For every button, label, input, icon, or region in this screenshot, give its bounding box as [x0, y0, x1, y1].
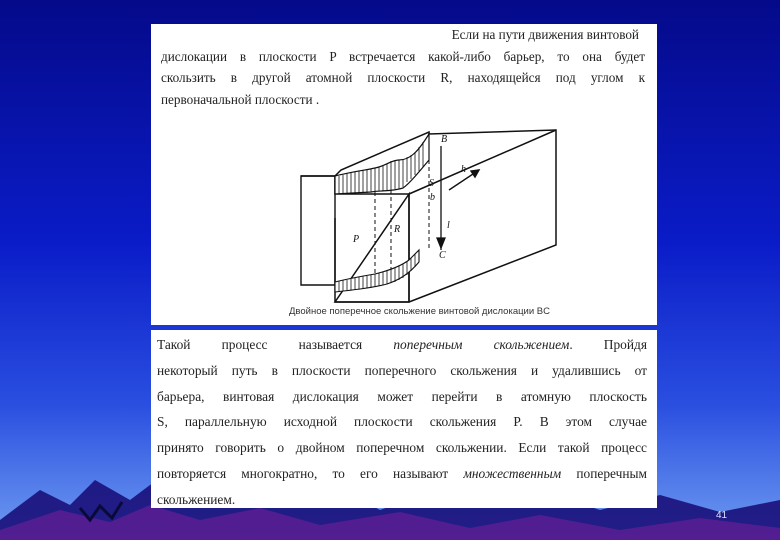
label-R: R [394, 224, 401, 235]
slip-band-top [335, 134, 429, 194]
bottom-line-6 [157, 461, 647, 487]
label-B: B [441, 134, 448, 145]
slip-band-bottom [335, 250, 419, 292]
top-paragraph [161, 24, 645, 110]
line1-text-a: Такой процесс называется [157, 337, 394, 352]
page-number: 41 [716, 510, 728, 521]
cross-slip-diagram [291, 110, 561, 305]
top-line-1: Если на пути движения винтовой [451, 27, 639, 42]
label-l: l [447, 220, 450, 231]
bottom-line-1 [157, 332, 647, 358]
top-line-4: первоначальной плоскости . [161, 91, 320, 107]
label-b: b [430, 192, 435, 203]
left-block [301, 176, 335, 285]
label-C: C [439, 250, 446, 261]
label-P: P [353, 234, 360, 245]
bottom-line-4: S, параллельную исходной плоскости скольжения P. В этом случае [157, 414, 647, 430]
label-S: S [429, 178, 434, 189]
bottom-paragraph [157, 332, 647, 513]
term-multiple: множественным [463, 465, 562, 481]
term-cross-slip: поперечным скольжением [393, 337, 570, 352]
dislocation-line [437, 146, 445, 250]
top-text-panel [151, 24, 657, 325]
label-h: h [461, 164, 466, 175]
line6-text-b: поперечным [561, 465, 647, 481]
line6-text-a: повторяется многократно, то его называют [157, 465, 464, 481]
top-line-2: дислокации в плоскости P встречается какой-либо барьер, то она будет [161, 48, 645, 64]
bottom-text-panel [151, 330, 657, 508]
line1-text-b: . Пройдя [569, 337, 647, 352]
diagram-caption: Двойное поперечное скольжение винтовой дислокации BC [289, 306, 550, 317]
top-line-3: скользить в другой атомной плоскости R, находящейся под углом к [161, 70, 645, 85]
bottom-line-7: скольжением. [157, 491, 236, 507]
bottom-line-5: принято говорить о двойном поперечном скольжении. Если такой процесс [157, 440, 647, 456]
bottom-line-2: некоторый путь в плоскости поперечного скольжения и удалившись от [157, 362, 647, 378]
bottom-line-3: барьера, винтовая дислокация может перейти в атомную плоскость [157, 388, 647, 404]
